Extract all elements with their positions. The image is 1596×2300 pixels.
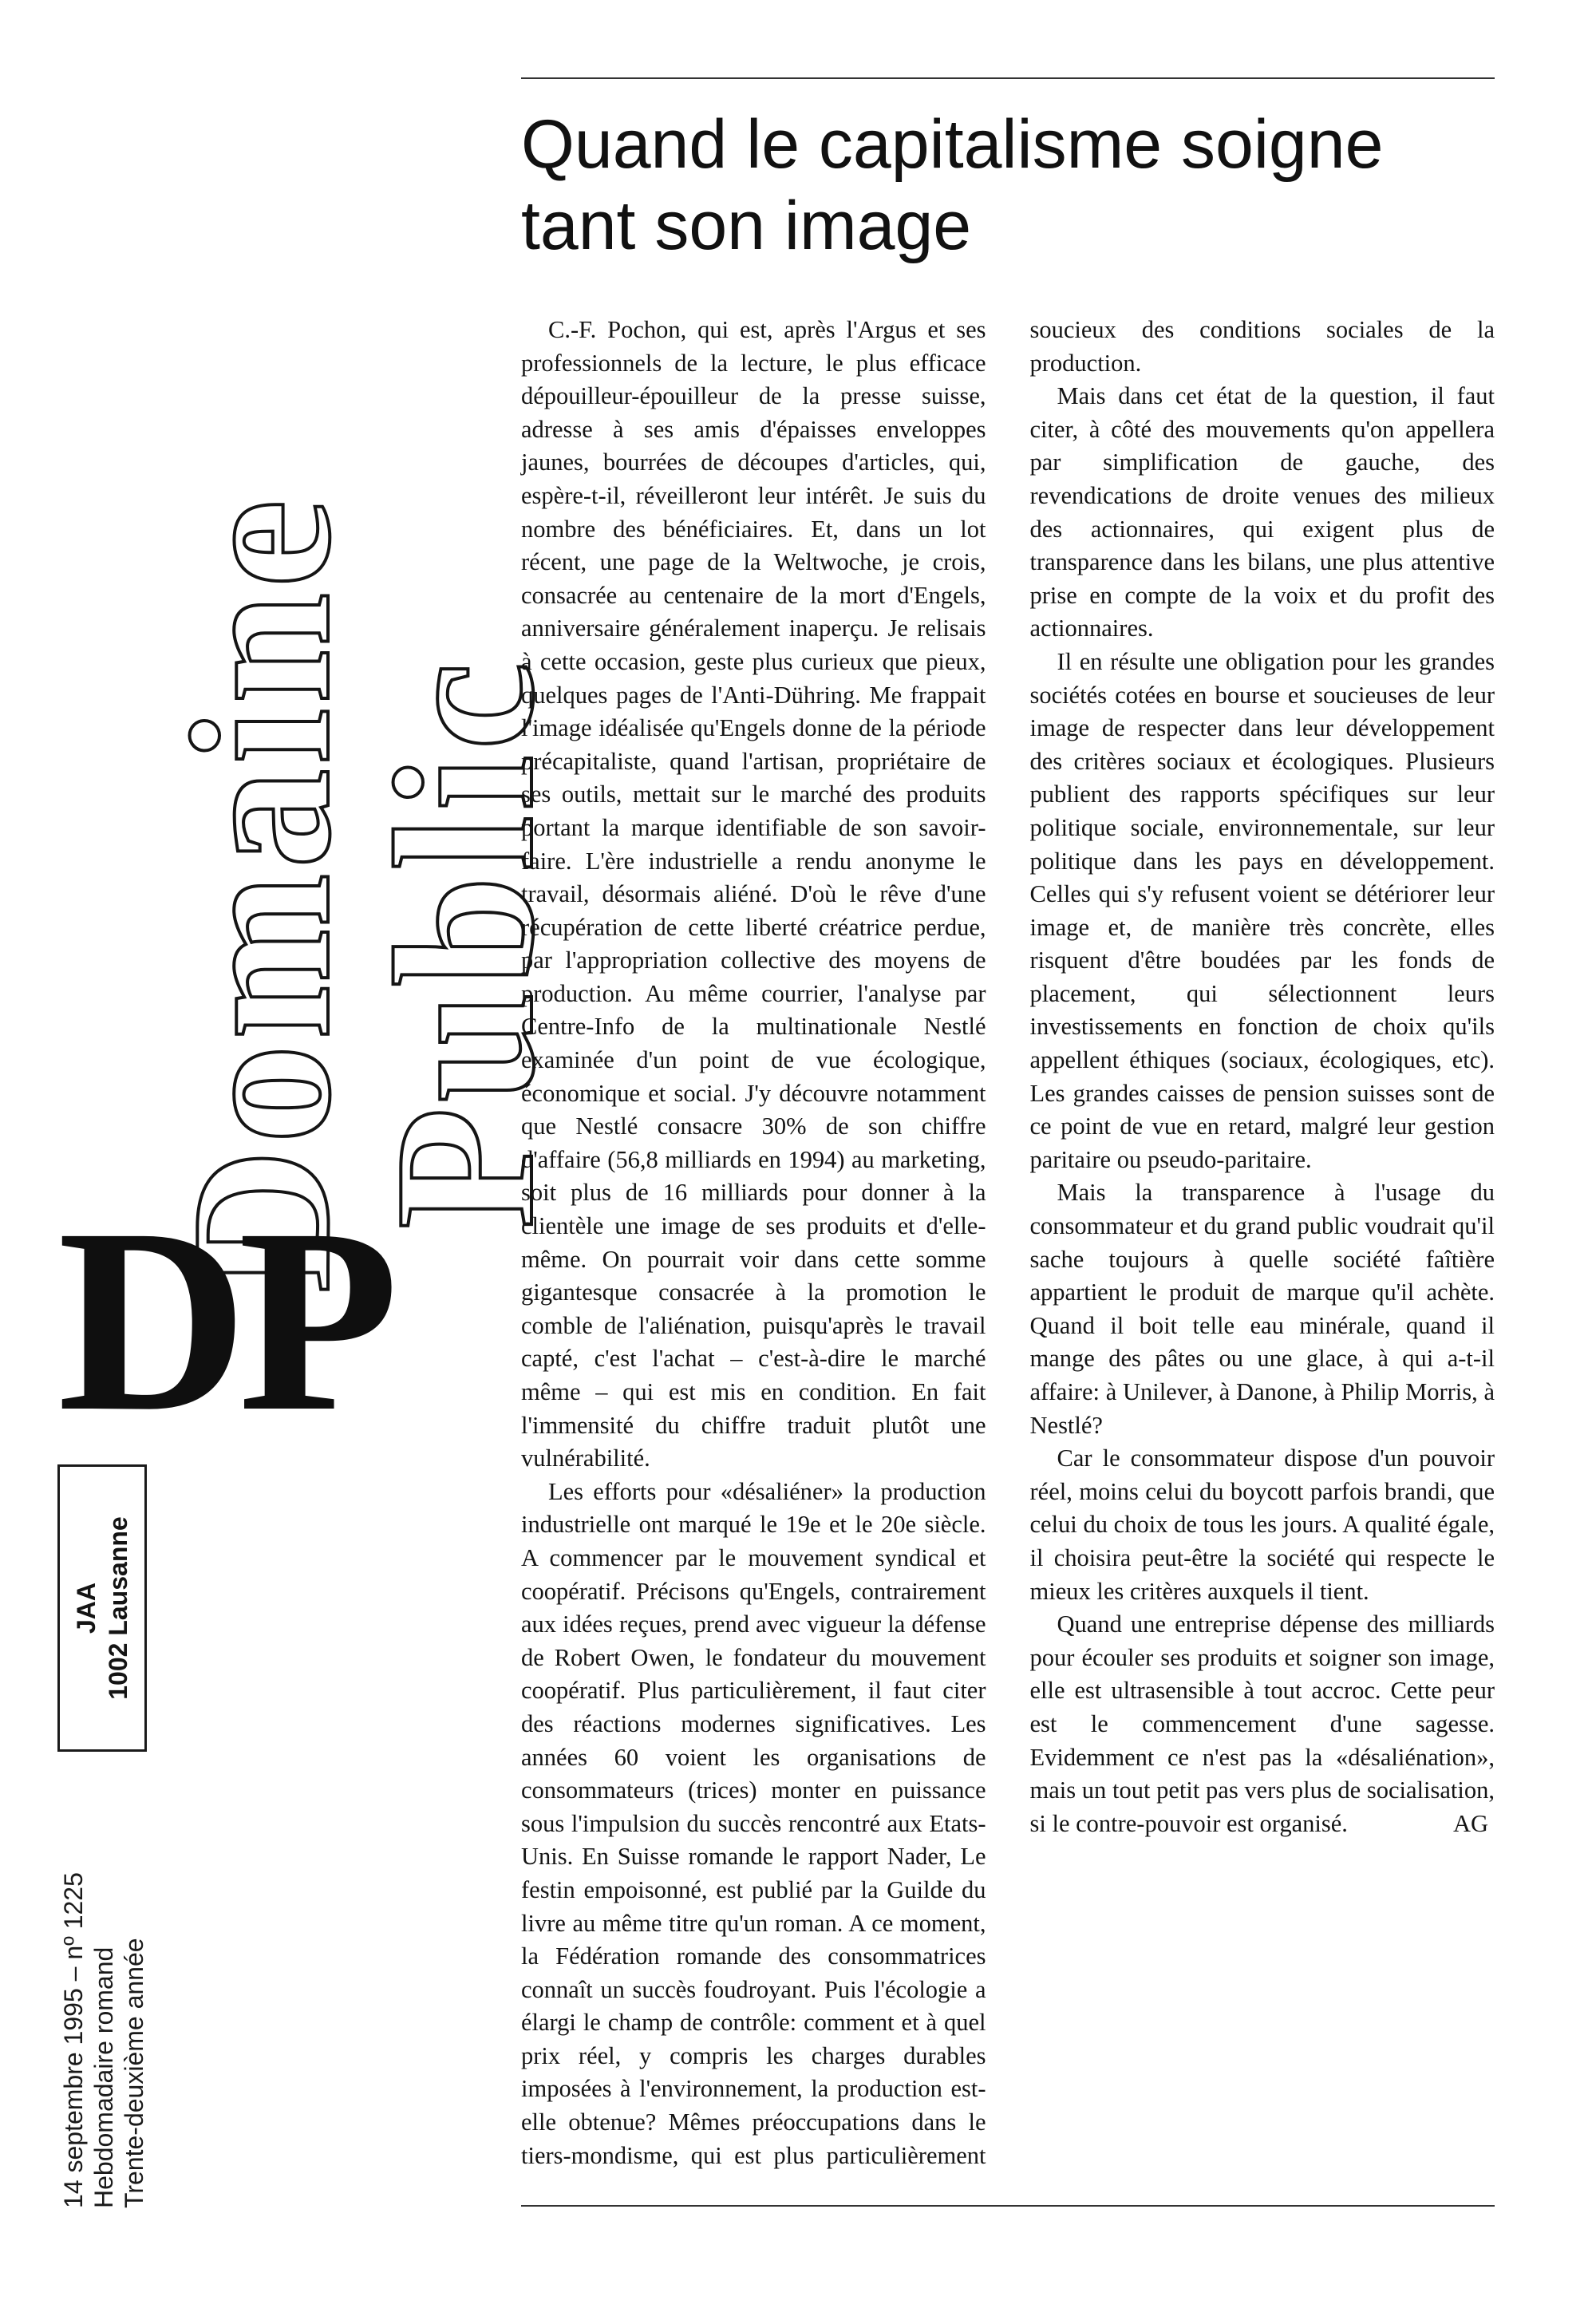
mailing-line1: JAA (72, 1583, 101, 1634)
article-paragraph: Mais la transparence à l'usage du consommateur et du grand public voudrait qu'il sache toujours à quelle société faîtière appartient le produit de marque qu'il achète. Quand il boit telle eau minérale, quand il mange des pâtes ou une glace, à qui a-t-il affaire: à Unilever, à Danone, à Philip Morris, à Nestlé? (1029, 1179, 1495, 1439)
masthead-title-line1: Domaine (151, 494, 372, 1293)
issue-frequency: Hebdomadaire romand (89, 1946, 118, 2208)
mailing-line2: 1002 Lausanne (104, 1516, 132, 1700)
mailing-address (70, 1472, 134, 1744)
issue-info (58, 1777, 149, 2208)
issue-date-number: 14 septembre 1995 – nº 1225 (59, 1872, 88, 2208)
author-signature: AG (1452, 1809, 1488, 1837)
bottom-rule (521, 2205, 1495, 2207)
article-paragraph: Car le consommateur dispose d'un pouvoir réel, moins celui du boycott parfois brandi, que celui du choix de tous les jours. A qualité égale, il choisira peut-être la société qui respecte le mieux les critères auxquels il tient. (1029, 1444, 1495, 1605)
mailing-address-box (57, 1464, 147, 1752)
dp-logo: DP (57, 1175, 389, 1466)
article-body (521, 314, 1495, 2181)
masthead-title-line2: Public (354, 657, 575, 1229)
article-paragraph: C.-F. Pochon, qui est, après l'Argus et ses professionnels de la lecture, le plus efficace dépouilleur-épouilleur de la presse suisse, adresse à ses amis d'épaisses enveloppes jaunes, bourrées de découpes d'articles, qui, espère-t-il, réveilleront leur intérêt. Je suis du nombre des bénéficiaires. Et, dans un lot récent, une page de la Weltwoche, je crois, consacrée au centenaire de la mort d'Engels, anniversaire généralement inaperçu. Je relisais à cette occasion, geste plus curieux que pieux, quelques pages de l'Anti-Dühring. Me frappait l'image idéalisée qu'Engels donne de la période précapitaliste, quand l'artisan, propriétaire de ses outils, mettait sur le marché des produits portant la marque identifiable de son savoir-faire. L'ère industrielle a rendu anonyme le travail, désormais aliéné. D'où le rêve d'une récupération de cette liberté créatrice perdue, par l'appropriation collective des moyens de production. Au même courrier, l'analyse par Centre-Info de la multinationale Nestlé examinée d'un point de vue écologique, économique et social. J'y découvre notamment que Nestlé consacre 30% de son chiffre d'affaire (56,8 milliards en 1994) au marketing, soit plus de 16 milliards pour donner à la clientèle une image de ses produits et d'elle-même. On pourrait voir dans cette somme gigantesque consacrée à la promotion le comble de l'aliénation, puisqu'après le travail capté, c'est l'achat – c'est-à-dire le marché même – qui est mis en condition. En fait l'immensité du chiffre traduit plutôt une vulnérabilité. (521, 316, 986, 1472)
article-paragraph: Quand une entreprise dépense des milliards pour écouler ses produits et soigner son image, elle est ultrasensible à tout accroc. Cette peur est le commencement d'une sagesse. Evidemment ce n'est pas la «désaliénation», mais un tout petit pas vers plus de socialisation, si le contre-pouvoir est organisé. (1029, 1610, 1495, 1837)
article-paragraph: Il en résulte une obligation pour les grandes sociétés cotées en bourse et soucieuses de leur image de respecter dans leur développement des critères sociaux et écologiques. Plusieurs publient des rapports spécifiques sur leur politique sociale, environnementale, sur leur politique dans les pays en développement. Celles qui s'y refusent voient se détériorer leur image et, de manière très concrète, elles risquent d'être boudées par les fonds de placement, qui sélectionnent leurs investissements en fonction de choix qu'ils appellent éthiques (sociaux, écologiques, etc). Les grandes caisses de pension suisses sont de ce point de vue en retard, malgré leur gestion paritaire ou pseudo-paritaire. (1029, 647, 1495, 1173)
article-paragraph: Mais dans cet état de la question, il faut citer, à côté des mouvements qu'on appellera par simplification de gauche, des revendications de droite venues des milieux des actionnaires, qui exigent plus de transparence dans les bilans, une plus attentive prise en compte de la voix et du profit des actionnaires. (1029, 382, 1495, 642)
top-rule (521, 77, 1495, 79)
article-paragraph: Les efforts pour «désaliéner» la production industrielle ont marqué le 19e et le 20e siècle. A commencer par le mouvement syndical et coopératif. Précisons qu'Engels, contrairement aux idées reçues, prend avec vigueur la défense de Robert Owen, le fondateur du mouvement coopératif. Plus particulièrement, il faut citer des réactions modernes significatives. Les années 60 voient les organisations de consommateurs (trices) monter en puissance sous l'impulsion du succès rencontré aux Etats-Unis. En Suisse romande le rapport Nader, Le festin empoisonné, est publié par la Guilde du livre au même titre qu'un roman. A ce moment, la Fédération romande des consommatrices connaît un succès foudroyant. Puis l'écologie a élargi le champ de contrôle: comment et à quel prix réel, y compris les charges durables imposées à l'environnement, la production est-elle obtenue? Mêmes préoccupations dans le tiers-mondisme, qui est plus particulièrement soucieux des conditions sociales de la production. (521, 316, 1495, 2169)
article-last-paragraph (1030, 1608, 1495, 1840)
article-headline: Quand le capitalisme soigne tant son image (521, 106, 1384, 264)
issue-year: Trente-deuxième année (120, 1938, 148, 2208)
